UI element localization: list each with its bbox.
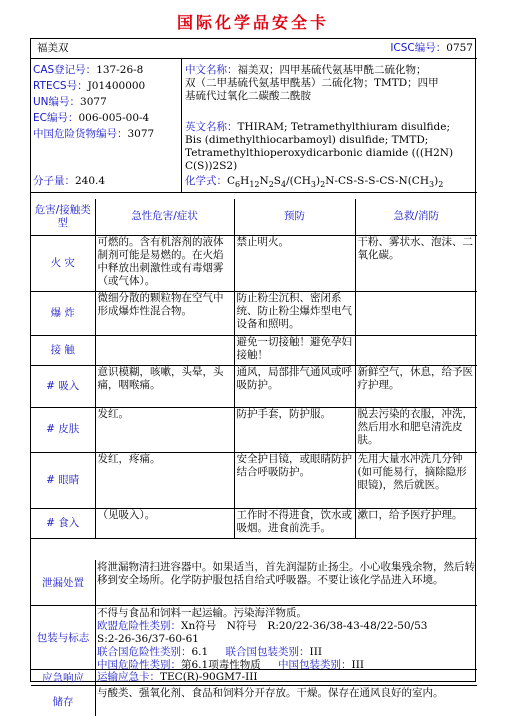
packaging-text: 不得与食品和饲料一起运输。污染海洋物质。 欧盟危险性类别：Xn符号 N符号 R:20/22-36/38-43-48/22-50/53 S:2-26-36/37-60-61 联合国危险性类别：6.1 联合国包装类别：III 中国危险性类别：第6.1项毒性物质 中国包装类别：III <box>97 607 428 671</box>
packaging-label: 包装与标志 <box>31 606 96 669</box>
spill-label: 泄漏处置 <box>31 560 96 605</box>
cas-number: CAS登记号：137-26-8 <box>33 64 144 76</box>
molecular-weight: 分子量：240.4 <box>33 175 106 187</box>
cn-dangerous-goods-number: 中国危险货物编号：3077 <box>33 128 155 140</box>
name-row <box>31 39 477 59</box>
chinese-names: 中文名称：福美双；四甲基硫代氨基甲酰二硫化物； 双（二甲基硫代氨基甲酰基）二硫化物；TMTD；四甲 基硫代过氧化二碳酸二酰胺 <box>185 64 439 102</box>
emergency-row <box>31 670 477 686</box>
table-row: # 眼睛 发红，疼痛。 安全护目镜，或眼睛防护结合呼吸防护。 先用大量水冲洗几分钟(如可能易行，摘除隐形眼镜)，然后就医。 <box>31 452 477 508</box>
table-row: # 食入 （见吸入）。 工作时不得进食，饮水或吸烟。进食前洗手。 漱口，给予医疗护理。 <box>31 508 477 538</box>
table-row: 火 灾 可燃的。含有机溶剂的液体制剂可能是易燃的。在火焰中释放出刺激性或有毒烟雾（或气体）。 禁止明火。 干粉、雾状水、泡沫、二氧化碳。 <box>31 235 477 291</box>
spill-text: 将泄漏物清扫进容器中。如果适当，首先润湿防止扬尘。小心收集残余物，然后转移到安全场所。化学防护服包括自给式呼吸器。不要让该化学品进入环境。 <box>97 561 475 586</box>
ec-number: EC编号：006-005-00-4 <box>33 112 150 124</box>
storage-row <box>31 686 477 716</box>
safety-card <box>30 38 476 708</box>
emergency-label: 应急响应 <box>31 670 96 685</box>
rtecs-number: RTECS号：J01400000 <box>33 80 146 92</box>
card-title: 国际化学品安全卡 <box>176 13 329 32</box>
icsc-number: ICSC编号：0757 <box>390 42 473 54</box>
english-names: 英文名称：THIRAM; Tetramethylthiuram disulfide; Bis (dimethylthiocarbamoyl) disulfide; TMTD; Tetramethylthioperoxydicarbonic diamide (((H2N) C(S))2S2) <box>185 121 454 172</box>
table-row: 爆 炸 微细分散的颗粒物在空气中形成爆炸性混合物。 防止粉尘沉积、密闭系统、防止粉尘爆炸型电气设备和照明。 <box>31 291 477 335</box>
spill-row <box>31 560 477 606</box>
storage-text: 与酸类、强氧化剂、食品和饲料分开存放。干燥。保存在通风良好的室内。 <box>97 687 444 699</box>
header-type: 危害/接触类型 <box>31 199 95 235</box>
table-row: # 皮肤 发红。 防护手套，防护服。 脱去污染的衣服，冲洗，然后用水和肥皂清洗皮肤。 <box>31 407 477 452</box>
storage-label: 储存 <box>31 686 96 716</box>
emergency-text: 运输应急卡：TEC(R)-90GM7-III <box>97 671 258 683</box>
table-row: # 吸入 意识模糊，咳嗽，头晕，头痛，咽喉痛。 通风，局部排气通风或呼吸防护。 新鲜空气，休息，给予医疗护理。 <box>31 365 477 407</box>
hazard-table <box>31 199 477 539</box>
header-hazard: 急性危害/症状 <box>95 199 234 235</box>
un-number: UN编号：3077 <box>33 96 107 108</box>
packaging-row <box>31 606 477 670</box>
table-row: 接 触 避免一切接触！避免孕妇接触！ <box>31 335 477 365</box>
header-prevention: 预防 <box>234 199 355 235</box>
table-header-row <box>31 199 477 235</box>
header-first-aid: 急救/消防 <box>355 199 477 235</box>
chemical-formula: 化学式：$C_6H_{12}N_2S_4/(CH_3)_2N-CS-S-S-CS-N(CH_3)_2$ <box>185 175 444 190</box>
chemical-name: 福美双 <box>37 42 69 54</box>
